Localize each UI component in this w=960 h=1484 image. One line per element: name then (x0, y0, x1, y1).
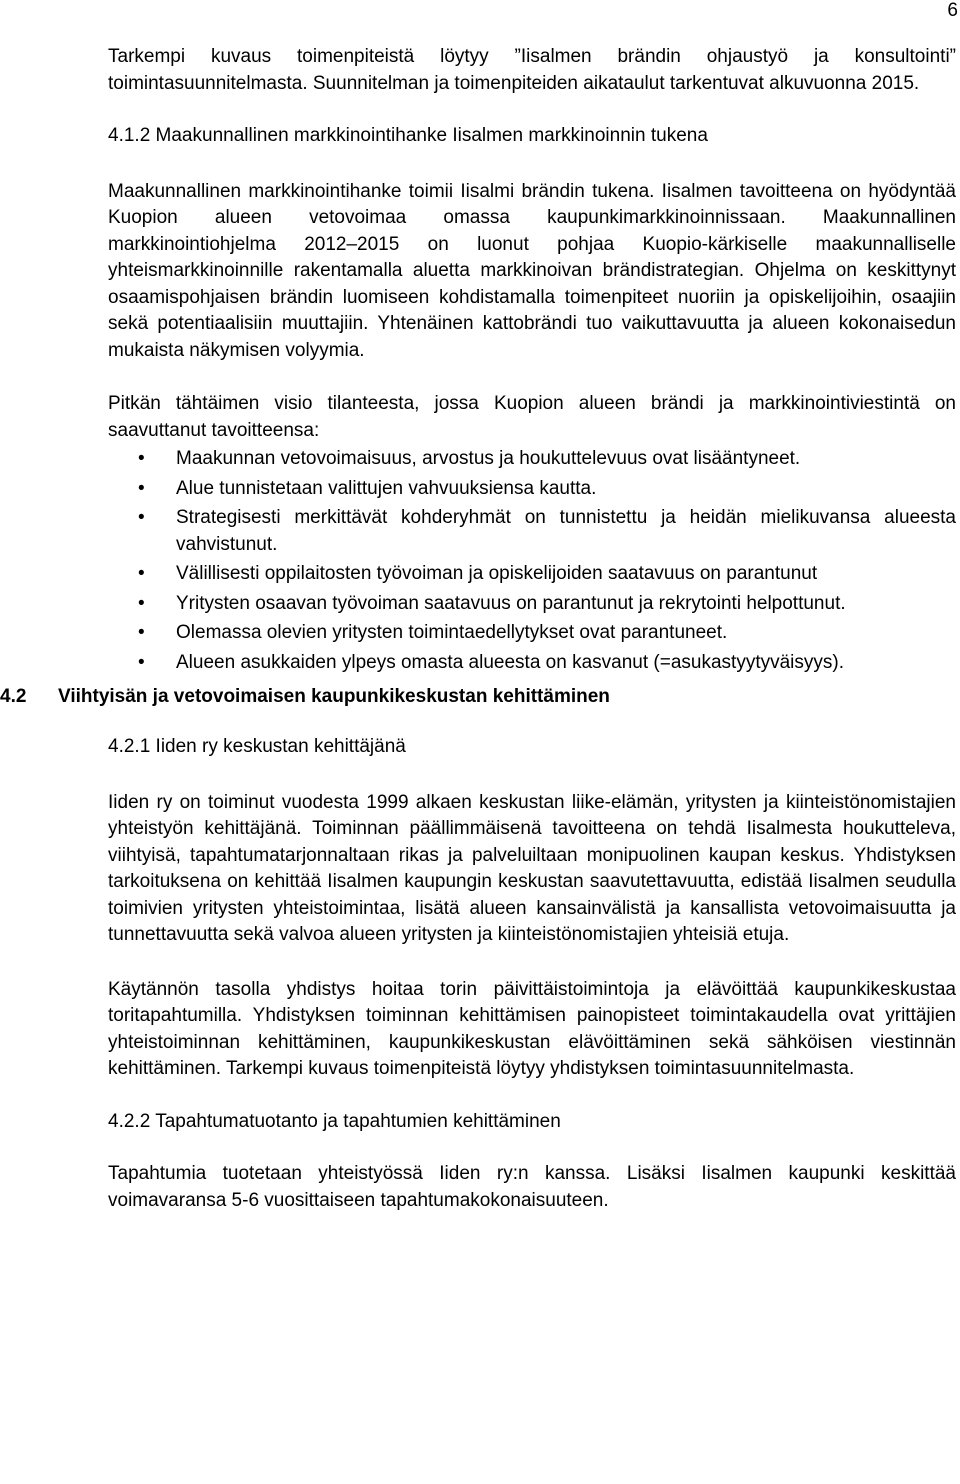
list-item (108, 446, 956, 473)
bullet-icon: • (138, 477, 145, 499)
bullet-icon: • (138, 651, 145, 673)
list-item-text: Strategisesti merkittävät kohderyhmät on tunnistettu ja heidän mielikuvansa alueesta vahvistunut. (176, 507, 956, 555)
paragraph-visio: Pitkän tähtäimen visio tilanteesta, jossa Kuopion alueen brändi ja markkinointiviestintä on saavuttanut tavoitteensa: (108, 393, 956, 441)
document-body (0, 44, 956, 1214)
list-item-text: Maakunnan vetovoimaisuus, arvostus ja houkuttelevuus ovat lisääntyneet. (176, 448, 801, 469)
paragraph-kaytanto: Käytännön tasolla yhdistys hoitaa torin päivittäistoimintoja ja elävöittää kaupunkikeskustaa toritapahtumilla. Yhdistyksen toiminnan kehittämisen painopisteet toimintakaudella ovat yrittäjien yhteistoiminnan kehittäminen, kaupunkikeskustan elävöittäminen sekä sähköisen viestinnän kehittäminen. Tarkempi kuvaus toimenpiteistä löytyy yhdistyksen toimintasuunnitelmasta. (108, 978, 956, 1079)
goal-bullet-list (108, 446, 956, 676)
heading-4-1-2: 4.1.2 Maakunnallinen markkinointihanke Iisalmen markkinoinnin tukena (108, 125, 708, 146)
list-item (108, 620, 956, 647)
bullet-icon: • (138, 592, 145, 614)
list-item (108, 505, 956, 558)
list-item (108, 591, 956, 618)
list-item-text: Alue tunnistetaan valittujen vahvuuksiensa kautta. (176, 477, 597, 499)
list-item (108, 476, 956, 503)
bullet-icon: • (138, 622, 145, 643)
list-item (108, 561, 956, 588)
bullet-icon: • (138, 563, 145, 584)
heading-4-2 (0, 684, 960, 710)
bullet-icon: • (138, 448, 145, 469)
paragraph-iiden: Iiden ry on toiminut vuodesta 1999 alkaen keskustan liike-elämän, yritysten ja kiinteistönomistajien yhteistyön kehittäjänä. Toiminnan päällimmäisenä tavoitteena on tehdä Iisalmesta houkutteleva, viihtyisä, tapahtumatarjonnaltaan rikas ja palveluiltaan monipuolinen kaupan keskus. Yhdistyksen tarkoituksena on kehittää Iisalmen kaupungin keskustan saavutettavuutta, edistää Iisalmen seudulla toimivien yritysten yhteistoimintaa, lisätä alueen kansainvälistä ja kansallista vetovoimaisuutta ja tunnettavuutta sekä valvoa alueen yritysten ja kiinteistönomistajien yhteisiä etuja. (108, 791, 956, 945)
page-number: 6 (947, 0, 958, 21)
heading-4-2-number: 4.2 (0, 686, 27, 707)
list-item-text: Olemassa olevien yritysten toimintaedellytykset ovat parantuneet. (176, 622, 728, 643)
heading-4-2-2: 4.2.2 Tapahtumatuotanto ja tapahtumien kehittäminen (108, 1110, 561, 1132)
paragraph-intro: Tarkempi kuvaus toimenpiteistä löytyy ”Iisalmen brändin ohjaustyö ja konsultointi” toimintasuunnitelmasta. Suunnitelman ja toimenpiteiden aikataulut tarkentuvat alkuvuonna 2015. (108, 46, 956, 94)
heading-4-2-1: 4.2.1 Iiden ry keskustan kehittäjänä (108, 736, 406, 757)
list-item-text: Yritysten osaavan työvoiman saatavuus on parantunut ja rekrytointi helpottunut. (176, 592, 846, 614)
bullet-icon: • (138, 507, 145, 528)
list-item (108, 650, 956, 677)
list-item-text: Alueen asukkaiden ylpeys omasta alueesta on kasvanut (=asukastyytyväisyys). (176, 651, 844, 673)
list-item-text: Välillisesti oppilaitosten työvoiman ja opiskelijoiden saatavuus on parantunut (176, 563, 818, 584)
paragraph-hanke: Maakunnallinen markkinointihanke toimii Iisalmi brändin tukena. Iisalmen tavoitteena on hyödyntää Kuopion alueen vetovoimaa omassa kaupunkimarkkinoinnissaan. Maakunnallinen markkinointiohjelma 2012–2015 on luonut pohjaa Kuopio-kärkiselle maakunnalliselle yhteismarkkinoinnille rakentamalla aluetta markkinoivan brändistrategian. Ohjelma on keskittynyt osaamispohjaisen brändin luomiseen kohdistamalla toimenpiteet nuoriin ja opiskelijoihin, osaajiin sekä potentiaalisiin muuttajiin. Yhtenäinen kattobrändi tuo vaikuttavuutta ja alueen kokonaisedun mukaista näkymisen volyymia. (108, 180, 956, 361)
paragraph-tapahtumat: Tapahtumia tuotetaan yhteistyössä Iiden ry:n kanssa. Lisäksi Iisalmen kaupunki keskittää voimavaransa 5-6 vuosittaiseen tapahtumakokonaisuuteen. (108, 1163, 956, 1211)
heading-4-2-title: Viihtyisän ja vetovoimaisen kaupunkikeskustan kehittäminen (58, 686, 610, 707)
